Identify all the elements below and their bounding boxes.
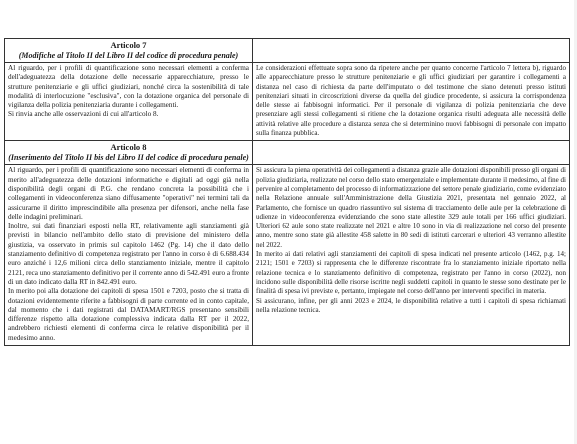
article8-subtitle: (Inserimento del Titolo II bis del Libro II del codice di procedura penale) [8, 152, 249, 162]
paragraph: Si assicurano, infine, per gli anni 2023 e 2024, le disponibilità relative a tutti i capitoli di spesa richiamati nella relazione tecnica. [256, 296, 566, 314]
article8-header [5, 141, 253, 165]
article7-header [5, 39, 253, 63]
article7-header-blank [253, 39, 570, 63]
article8-title: Articolo 8 [110, 142, 147, 153]
article8-header-blank [253, 141, 570, 165]
paragraph: Si rinvia anche alle osservazioni di cui all'articolo 8. [8, 110, 159, 119]
comparison-table [4, 38, 570, 346]
article7-left-cell [5, 63, 253, 141]
article8-right-cell [253, 165, 570, 346]
paragraph: In merito ai dati relativi agli stanziamenti dei capitoli di spesa indicati nel presente articolo (1462, p.g. 14; 2121; 1501 e 7203) si rappresenta che le differenze riscontrate fra lo stanziamento iniziale riportato nella relazione tecnica e lo stanziamento definitivo di competenza, registrato per l'anno in corso (2022), non incidono sulle disponibilità delle risorse iscritte negli suddetti capitoli in quanto le stesse sono destinate per le finalità di spesa ivi previste e, pertanto, impiegate nel corso dell'anno per interventi specifici in materia. [256, 250, 566, 296]
paragraph: In merito poi alla dotazione dei capitoli di spesa 1501 e 7203, posto che si tratta di dotazioni evidentemente riferite a fabbisogni di parte corrente ed in conto capitale, dal momento che i dati registrati dal DATAMART/RGS presentano sensibili differenze rispetto alla dotazione complessiva indicata dalla RT per il 2022, andrebbero richiesti elementi di conferma circa le relative disponibilità per il medesimo anno. [8, 287, 249, 342]
paragraph: Si assicura la piena operatività dei collegamenti a distanza grazie alle dotazioni disponibili presso gli organi di polizia giudiziaria, realizzate nel corso dello stato emergenziale e implementate durante il medesimo, al fine di pervenire al completamento del processo di informatizzazione del settore penale giudiziario, come evidenziato nella Relazione annuale sull'Amministrazione della Giustizia 2021, presentata nel gennaio 2022, al Parlamento, che fornisce un quadro riassuntivo sul sistema di tracciamento delle aule per la celebrazione di udienze in videoconferenza evidenziando che sono state allestite 329 aule totali per 166 uffici giudiziari. Ulteriori 62 aule sono state realizzate nel 2021 e altre 10 sono in via di realizzazione nel corso del presente anno, mentre sono state già allestite 458 salette in 80 sedi di istituti carcerari e ulteriori 43 verranno allestite nel 2022. [256, 166, 566, 249]
article8-left-cell [5, 165, 253, 346]
paragraph: Al riguardo, per i profili di quantificazione sono necessari elementi di conferma in merito all'adeguatezza delle dotazioni informatiche e digitali ad oggi già nella disponibilità degli organi di P.G. che rendano concreta la possibilità che i collegamenti in videoconferenza siano diffusamente "operativi" nei termini tali da assicurarne il diritto imprescindibile alla presenza per difensori, anche nella fase delle indagini preliminari. [8, 166, 249, 221]
paragraph: Inoltre, sui dati finanziari esposti nella RT, relativamente agli stanziamenti già previsti in bilancio nell'ambito dello stato di previsione del ministero della giustizia, va osservato in primis sul capitolo 1462 (Pg. 14) che il dato dello stanziamento definitivo di competenza registrato per l'anno in corso è di 6.688.434 euro anziché i 12,6 milioni circa dello stanziamento iniziale, mentre il capitolo 2121, reca uno stanziamento definitivo per il corrente anno di 542.491 euro a fronte di un dato indicato dalla RT in 842.491 euro. [8, 222, 249, 286]
paragraph: Le considerazioni effettuate sopra sono da ripetere anche per quanto concerne l'articolo 7 lettera b), riguardo alle apparecchiature presso le strutture penitenziarie e gli uffici giudiziari per garantire i collegamenti a distanza nel caso di richiesta da parte dell'imputato o del testimone che siano detenuti presso istituti penitenziari situati in circoscrizioni diverse da quella del giudice procedente, si assicura la corrispondenza delle stesse ai fabbisogni informatici. Per il personale di vigilanza di polizia penitenziaria che deve presenziare agli stessi collegamenti si ritiene che la dotazione organica risulti adeguata alle necessità delle attività relative alle procedure a distanza senza che si determinino nuovi fabbisogni di personale con impatto sulla finanza pubblica. [256, 64, 566, 138]
article7-subtitle: (Modifiche al Titolo II del Libro II del codice di procedura penale) [18, 50, 239, 60]
paragraph: Al riguardo, per i profili di quantificazione sono necessari elementi a conferma dell'adeguatezza della dotazione delle necessarie apparecchiature, presso le strutture penitenziarie e gli uffici giudiziari, nonché circa la sostenibilità di tale modalità di interlocuzione "esclusiva", con la dotazione organica del personale di vigilanza della polizia penitenziaria durante i collegamenti. [8, 64, 249, 110]
article7-title: Articolo 7 [110, 40, 147, 50]
article7-right-cell [253, 63, 570, 141]
